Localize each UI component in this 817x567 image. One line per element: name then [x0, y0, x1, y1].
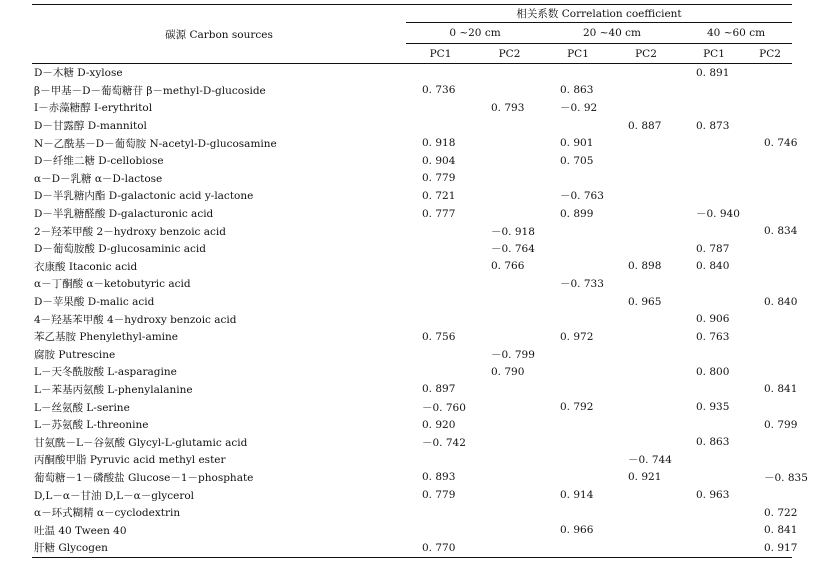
coefficient-cell — [544, 433, 612, 451]
carbon-source-cell: 腐胺 Putrescine — [34, 348, 116, 361]
coefficient-cell: －0. 744 — [628, 454, 672, 467]
coefficient-cell: 0. 756 — [422, 330, 456, 343]
coefficient-cell — [748, 64, 792, 82]
coefficient-cell — [544, 469, 612, 487]
carbon-source-cell: D－半乳糖内酯 D-galactonic acid y-lactone — [34, 190, 254, 203]
coefficient-cell: 0. 779 — [422, 172, 456, 185]
coefficient-cell — [406, 117, 475, 135]
coefficient-cell — [475, 205, 544, 223]
coefficient-cell: 0. 920 — [422, 418, 456, 431]
carbon-source-cell: D－纤维二糖 D-cellobiose — [34, 155, 164, 168]
carbon-source-cell: 衣康酸 Itaconic acid — [34, 260, 138, 273]
table-row — [32, 117, 792, 135]
coefficient-cell — [612, 187, 680, 205]
coefficient-cell: 0. 793 — [491, 101, 525, 114]
coefficient-cell — [475, 117, 544, 135]
table-row — [32, 539, 792, 557]
coefficient-cell: 0. 746 — [764, 137, 798, 150]
coefficient-cell — [680, 99, 748, 117]
carbon-source-cell: D－甘露醇 D-mannitol — [34, 120, 147, 133]
coefficient-cell — [475, 170, 544, 188]
coefficient-cell: 0. 904 — [422, 154, 456, 167]
table-row — [32, 328, 792, 346]
coefficient-cell — [748, 117, 792, 135]
coefficient-cell: 0. 736 — [422, 84, 456, 97]
coefficient-cell — [406, 504, 475, 522]
table-row — [32, 363, 792, 381]
coefficient-cell — [748, 275, 792, 293]
pc-header: PC1 — [680, 44, 748, 64]
coefficient-cell: 0. 914 — [560, 489, 594, 502]
coefficient-cell — [612, 398, 680, 416]
coefficient-cell — [748, 240, 792, 258]
table-row — [32, 433, 792, 451]
coefficient-cell — [406, 99, 475, 117]
coefficient-cell — [612, 222, 680, 240]
coefficient-cell — [612, 64, 680, 82]
table-row — [32, 486, 792, 504]
coefficient-cell — [612, 433, 680, 451]
coefficient-cell: 0. 779 — [422, 489, 456, 502]
coefficient-cell — [612, 363, 680, 381]
table-row — [32, 82, 792, 100]
coefficient-cell — [748, 205, 792, 223]
coefficient-cell — [680, 381, 748, 399]
coefficient-cell — [612, 275, 680, 293]
table-row — [32, 293, 792, 311]
coefficient-cell: 0. 899 — [560, 207, 594, 220]
coefficient-cell — [612, 416, 680, 434]
coefficient-cell — [748, 433, 792, 451]
coefficient-cell: 0. 763 — [696, 330, 730, 343]
depth-header-0-20: 0 ~20 cm — [406, 23, 544, 44]
table-row — [32, 310, 792, 328]
coefficient-cell: 0. 893 — [422, 471, 456, 484]
coefficient-cell: 0. 840 — [696, 260, 730, 273]
coefficient-cell: 0. 901 — [560, 137, 594, 150]
carbon-source-cell: L－苯基丙氨酸 L-phenylalanine — [34, 383, 193, 396]
coefficient-cell: 0. 887 — [628, 119, 662, 132]
carbon-source-cell: L－苏氨酸 L-threonine — [34, 419, 149, 432]
coefficient-cell — [544, 170, 612, 188]
coefficient-cell: －0. 760 — [422, 401, 466, 414]
coefficient-cell — [612, 240, 680, 258]
coefficient-cell — [475, 134, 544, 152]
coefficient-cell — [475, 275, 544, 293]
coefficient-cell: －0. 733 — [560, 278, 604, 291]
carbon-source-cell: 丙酮酸甲脂 Pyruvic acid methyl ester — [34, 454, 226, 467]
coefficient-cell — [680, 152, 748, 170]
coefficient-cell: －0. 763 — [560, 190, 604, 203]
coefficient-cell — [475, 539, 544, 557]
coefficient-cell — [406, 363, 475, 381]
carbon-source-cell: D,L－α－甘油 D,L－α－glycerol — [34, 489, 195, 502]
table-row — [32, 521, 792, 539]
carbon-source-cell: 吐温 40 Tween 40 — [34, 524, 127, 537]
table-row — [32, 416, 792, 434]
coefficient-cell: －0. 92 — [560, 102, 598, 115]
coefficient-cell — [544, 381, 612, 399]
coefficient-cell — [475, 310, 544, 328]
table-row — [32, 205, 792, 223]
coefficient-cell — [475, 504, 544, 522]
coefficient-cell — [748, 451, 792, 469]
coefficient-cell: 0. 863 — [560, 84, 594, 97]
carbon-source-cell: 2－羟苯甲酸 2－hydroxy benzoic acid — [34, 225, 226, 238]
coefficient-cell — [612, 205, 680, 223]
coefficient-cell: －0. 799 — [491, 348, 535, 361]
coefficient-cell — [748, 346, 792, 364]
carbon-source-cell: 葡萄糖－1－磷酸盐 Glucose－1－phosphate — [34, 471, 254, 484]
table-row — [32, 504, 792, 522]
coefficient-cell — [680, 539, 748, 557]
coefficient-cell — [748, 152, 792, 170]
coefficient-cell: －0. 940 — [696, 208, 740, 221]
table-row — [32, 64, 792, 82]
coefficient-cell — [544, 416, 612, 434]
coefficient-cell — [475, 64, 544, 82]
coefficient-cell: －0. 742 — [422, 436, 466, 449]
coefficient-cell — [612, 310, 680, 328]
coefficient-cell — [680, 416, 748, 434]
coefficient-cell — [406, 64, 475, 82]
depth-header-20-40: 20 ~40 cm — [544, 23, 680, 44]
coefficient-cell: 0. 873 — [696, 119, 730, 132]
coefficient-cell — [612, 504, 680, 522]
coefficient-cell — [748, 187, 792, 205]
coefficient-cell — [475, 398, 544, 416]
coefficient-cell: 0. 963 — [696, 489, 730, 502]
coefficient-cell — [475, 521, 544, 539]
table-row — [32, 258, 792, 276]
carbon-source-cell: 4－羟基苯甲酸 4－hydroxy benzoic acid — [34, 313, 237, 326]
coefficient-cell — [475, 381, 544, 399]
coefficient-cell — [680, 275, 748, 293]
carbon-source-cell: D－木糖 D-xylose — [34, 67, 123, 80]
coefficient-cell — [680, 82, 748, 100]
coefficient-cell: 0. 705 — [560, 154, 594, 167]
coefficient-cell — [748, 258, 792, 276]
coefficient-cell: 0. 917 — [748, 539, 792, 557]
coefficient-cell — [544, 451, 612, 469]
carbon-source-cell: N－乙酰基－D－葡萄胺 N-acetyl-D-glucosamine — [34, 137, 277, 150]
coefficient-cell — [612, 152, 680, 170]
coefficient-cell — [748, 310, 792, 328]
coefficient-cell: 0. 840 — [764, 295, 798, 308]
coefficient-cell — [612, 82, 680, 100]
coefficient-cell — [612, 346, 680, 364]
coefficient-cell — [406, 258, 475, 276]
coefficient-cell — [406, 310, 475, 328]
table-row — [32, 240, 792, 258]
coefficient-cell — [475, 328, 544, 346]
coefficient-cell — [680, 222, 748, 240]
coefficient-cell — [544, 363, 612, 381]
coefficient-cell — [680, 134, 748, 152]
carbon-source-cell: α－环式糊精 α－cyclodextrin — [34, 507, 181, 520]
coefficient-cell — [544, 258, 612, 276]
coefficient-cell — [612, 521, 680, 539]
carbon-source-cell: D－半乳糖醛酸 D-galacturonic acid — [34, 208, 214, 221]
pc-header: PC1 — [544, 44, 612, 64]
coefficient-cell — [612, 381, 680, 399]
carbon-source-cell: D－苹果酸 D-malic acid — [34, 296, 155, 309]
coefficient-cell: 0. 770 — [406, 539, 475, 557]
coefficient-cell — [748, 82, 792, 100]
coefficient-cell: 0. 841 — [764, 524, 798, 537]
carbon-source-cell: α－D－乳糖 α－D-lactose — [34, 172, 163, 185]
coefficient-cell — [475, 293, 544, 311]
carbon-source-cell: L－丝氨酸 L-serine — [34, 401, 130, 414]
table-row — [32, 187, 792, 205]
coefficient-cell — [475, 433, 544, 451]
coefficient-cell — [680, 469, 748, 487]
coefficient-cell — [612, 170, 680, 188]
coefficient-cell — [680, 451, 748, 469]
coefficient-cell — [748, 170, 792, 188]
coefficient-cell — [544, 117, 612, 135]
carbon-source-cell: β－甲基－D－葡萄糖苷 β－methyl-D-glucoside — [34, 84, 266, 97]
coefficient-cell — [544, 240, 612, 258]
coefficient-cell: 0. 841 — [764, 383, 798, 396]
coefficient-cell: 0. 800 — [696, 365, 730, 378]
coefficient-cell — [612, 328, 680, 346]
coefficient-cell — [544, 504, 612, 522]
carbon-source-cell: 苯乙基胺 Phenylethyl-amine — [34, 331, 179, 344]
coefficient-cell — [475, 152, 544, 170]
coefficient-cell: 0. 722 — [764, 506, 798, 519]
coefficient-cell: 0. 792 — [560, 401, 594, 414]
carbon-source-cell: L－天冬酰胺酸 L-asparagine — [34, 366, 177, 379]
table-row — [32, 381, 792, 399]
coefficient-cell: 0. 891 — [696, 66, 730, 79]
coefficient-cell: 0. 766 — [491, 260, 525, 273]
table-row — [32, 451, 792, 469]
coefficient-cell — [544, 222, 612, 240]
coefficient-cell — [544, 346, 612, 364]
coefficient-cell — [748, 363, 792, 381]
coefficient-cell — [612, 486, 680, 504]
coefficient-cell: 0. 721 — [422, 189, 456, 202]
coefficient-cell: 0. 921 — [628, 471, 662, 484]
table-body — [32, 64, 808, 558]
coefficient-cell — [544, 310, 612, 328]
table-row — [32, 222, 792, 240]
coefficient-cell — [406, 222, 475, 240]
coefficient-cell: 0. 897 — [422, 383, 456, 396]
table-row — [32, 152, 792, 170]
pc-header: PC1 — [406, 44, 475, 64]
coefficient-cell — [544, 64, 612, 82]
table-row — [32, 469, 792, 487]
coefficient-cell — [475, 82, 544, 100]
coefficient-cell — [680, 521, 748, 539]
coefficient-cell — [544, 539, 612, 557]
carbon-source-cell: I－赤藻糖醇 I-erythritol — [34, 102, 153, 115]
table-row — [32, 99, 792, 117]
coefficient-cell — [612, 134, 680, 152]
table-row — [32, 398, 792, 416]
coefficient-cell — [748, 99, 792, 117]
coefficient-cell — [406, 275, 475, 293]
coefficient-cell: －0. 764 — [491, 243, 535, 256]
carbon-source-cell: α－丁酮酸 α－ketobutyric acid — [34, 278, 191, 291]
coefficient-cell — [680, 504, 748, 522]
coefficient-cell — [475, 187, 544, 205]
coefficient-cell — [475, 469, 544, 487]
coefficient-cell — [544, 293, 612, 311]
coefficient-cell: －0. 835 — [764, 471, 808, 484]
coefficient-cell: 0. 834 — [764, 225, 798, 238]
coefficient-cell — [406, 521, 475, 539]
carbon-source-cell: 甘氨酰－L－谷氨酸 Glycyl-L-glutamic acid — [34, 436, 248, 449]
coefficient-cell — [475, 451, 544, 469]
coefficient-cell — [748, 486, 792, 504]
coefficient-cell — [612, 539, 680, 557]
coefficient-cell — [680, 293, 748, 311]
corner-header: 碳源 Carbon sources — [32, 5, 406, 64]
coefficient-cell — [475, 486, 544, 504]
coefficient-cell — [680, 187, 748, 205]
coefficient-cell: 0. 965 — [628, 295, 662, 308]
coefficient-cell — [612, 99, 680, 117]
coefficient-cell: 0. 966 — [560, 524, 594, 537]
coefficient-cell — [748, 328, 792, 346]
pc-header: PC2 — [612, 44, 680, 64]
coefficient-cell: 0. 777 — [422, 207, 456, 220]
coefficient-cell — [475, 416, 544, 434]
correlation-table — [32, 4, 808, 558]
coefficient-cell: 0. 918 — [422, 137, 456, 150]
coefficient-cell: 0. 906 — [696, 313, 730, 326]
coefficient-cell — [748, 398, 792, 416]
correlation-header: 相关系数 Correlation coefficient — [406, 5, 792, 23]
carbon-source-cell: 肝糖 Glycogen — [32, 539, 406, 557]
coefficient-cell: 0. 935 — [696, 401, 730, 414]
coefficient-cell — [406, 451, 475, 469]
depth-header-40-60: 40 ~60 cm — [680, 23, 792, 44]
carbon-source-cell: D－葡萄胺酸 D-glucosaminic acid — [34, 243, 206, 256]
coefficient-cell: 0. 863 — [696, 436, 730, 449]
coefficient-cell: 0. 787 — [696, 242, 730, 255]
pc-header: PC2 — [475, 44, 544, 64]
table-row — [32, 346, 792, 364]
coefficient-cell — [680, 170, 748, 188]
coefficient-cell: 0. 898 — [628, 260, 662, 273]
coefficient-cell: 0. 972 — [560, 330, 594, 343]
coefficient-cell: 0. 799 — [764, 418, 798, 431]
table-row — [32, 170, 792, 188]
coefficient-cell: －0. 918 — [491, 225, 535, 238]
pc-header: PC2 — [748, 44, 792, 64]
coefficient-cell — [406, 293, 475, 311]
table-row — [32, 275, 792, 293]
coefficient-cell — [680, 346, 748, 364]
coefficient-cell: 0. 790 — [491, 365, 525, 378]
coefficient-cell — [406, 240, 475, 258]
coefficient-cell — [406, 346, 475, 364]
table-row — [32, 134, 792, 152]
